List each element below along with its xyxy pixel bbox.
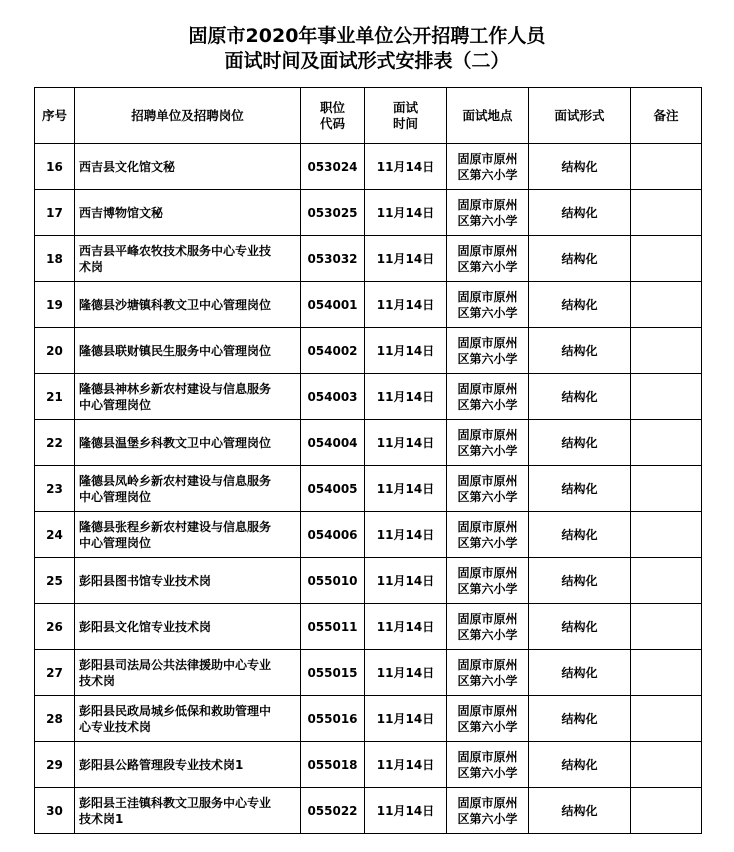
cell-time: 11月14日 <box>365 788 447 834</box>
cell-format: 结构化 <box>529 788 631 834</box>
cell-time: 11月14日 <box>365 650 447 696</box>
cell-format: 结构化 <box>529 374 631 420</box>
cell-time: 11月14日 <box>365 420 447 466</box>
cell-note <box>631 466 702 512</box>
cell-no: 19 <box>35 282 75 328</box>
cell-time: 11月14日 <box>365 328 447 374</box>
cell-code: 055022 <box>301 788 365 834</box>
cell-time: 11月14日 <box>365 144 447 190</box>
cell-code: 053024 <box>301 144 365 190</box>
cell-code: 053032 <box>301 236 365 282</box>
cell-location: 固原市原州 区第六小学 <box>447 788 529 834</box>
cell-time: 11月14日 <box>365 190 447 236</box>
cell-note <box>631 236 702 282</box>
cell-code: 054005 <box>301 466 365 512</box>
cell-format: 结构化 <box>529 420 631 466</box>
cell-time: 11月14日 <box>365 512 447 558</box>
cell-no: 27 <box>35 650 75 696</box>
cell-location: 固原市原州 区第六小学 <box>447 512 529 558</box>
cell-format: 结构化 <box>529 190 631 236</box>
cell-location: 固原市原州 区第六小学 <box>447 190 529 236</box>
table-row <box>35 420 702 466</box>
table-row <box>35 650 702 696</box>
cell-time: 11月14日 <box>365 282 447 328</box>
cell-position: 隆德县张程乡新农村建设与信息服务 中心管理岗位 <box>75 512 301 558</box>
cell-no: 20 <box>35 328 75 374</box>
cell-no: 24 <box>35 512 75 558</box>
cell-time: 11月14日 <box>365 604 447 650</box>
table-row <box>35 558 702 604</box>
cell-time: 11月14日 <box>365 236 447 282</box>
cell-no: 17 <box>35 190 75 236</box>
cell-location: 固原市原州 区第六小学 <box>447 144 529 190</box>
cell-location: 固原市原州 区第六小学 <box>447 282 529 328</box>
header-note: 备注 <box>631 88 702 144</box>
header-code: 职位 代码 <box>301 88 365 144</box>
table-row <box>35 466 702 512</box>
cell-code: 055015 <box>301 650 365 696</box>
cell-no: 26 <box>35 604 75 650</box>
table-row <box>35 742 702 788</box>
cell-location: 固原市原州 区第六小学 <box>447 742 529 788</box>
cell-location: 固原市原州 区第六小学 <box>447 328 529 374</box>
table-body <box>35 144 702 834</box>
table-row <box>35 696 702 742</box>
cell-format: 结构化 <box>529 236 631 282</box>
cell-code: 055018 <box>301 742 365 788</box>
cell-code: 055011 <box>301 604 365 650</box>
cell-no: 16 <box>35 144 75 190</box>
cell-position: 隆德县温堡乡科教文卫中心管理岗位 <box>75 420 301 466</box>
cell-code: 054006 <box>301 512 365 558</box>
header-time: 面试 时间 <box>365 88 447 144</box>
table-row <box>35 282 702 328</box>
header-location: 面试地点 <box>447 88 529 144</box>
cell-position: 西吉博物馆文秘 <box>75 190 301 236</box>
table-row <box>35 328 702 374</box>
header-position: 招聘单位及招聘岗位 <box>75 88 301 144</box>
cell-position: 隆德县沙塘镇科教文卫中心管理岗位 <box>75 282 301 328</box>
cell-format: 结构化 <box>529 696 631 742</box>
cell-code: 054001 <box>301 282 365 328</box>
table-row <box>35 512 702 558</box>
table-row <box>35 604 702 650</box>
cell-note <box>631 420 702 466</box>
cell-position: 西吉县平峰农牧技术服务中心专业技 术岗 <box>75 236 301 282</box>
table-row <box>35 236 702 282</box>
cell-location: 固原市原州 区第六小学 <box>447 374 529 420</box>
cell-location: 固原市原州 区第六小学 <box>447 466 529 512</box>
cell-note <box>631 788 702 834</box>
document-title-line1: 固原市2020年事业单位公开招聘工作人员 <box>188 25 546 47</box>
cell-note <box>631 696 702 742</box>
cell-no: 29 <box>35 742 75 788</box>
cell-note <box>631 328 702 374</box>
cell-position: 彭阳县公路管理段专业技术岗1 <box>75 742 301 788</box>
schedule-table <box>34 87 702 834</box>
cell-note <box>631 282 702 328</box>
cell-location: 固原市原州 区第六小学 <box>447 558 529 604</box>
cell-format: 结构化 <box>529 512 631 558</box>
cell-no: 18 <box>35 236 75 282</box>
table-row <box>35 788 702 834</box>
cell-format: 结构化 <box>529 558 631 604</box>
cell-note <box>631 190 702 236</box>
cell-note <box>631 650 702 696</box>
cell-time: 11月14日 <box>365 742 447 788</box>
cell-no: 28 <box>35 696 75 742</box>
cell-time: 11月14日 <box>365 558 447 604</box>
cell-note <box>631 512 702 558</box>
cell-format: 结构化 <box>529 282 631 328</box>
cell-location: 固原市原州 区第六小学 <box>447 604 529 650</box>
cell-position: 隆德县凤岭乡新农村建设与信息服务 中心管理岗位 <box>75 466 301 512</box>
cell-code: 054004 <box>301 420 365 466</box>
cell-position: 彭阳县民政局城乡低保和救助管理中 心专业技术岗 <box>75 696 301 742</box>
cell-time: 11月14日 <box>365 374 447 420</box>
cell-code: 054003 <box>301 374 365 420</box>
table-header-row <box>35 88 702 144</box>
cell-location: 固原市原州 区第六小学 <box>447 420 529 466</box>
cell-code: 055010 <box>301 558 365 604</box>
cell-position: 彭阳县司法局公共法律援助中心专业 技术岗 <box>75 650 301 696</box>
cell-format: 结构化 <box>529 466 631 512</box>
cell-position: 隆德县联财镇民生服务中心管理岗位 <box>75 328 301 374</box>
cell-no: 23 <box>35 466 75 512</box>
cell-code: 054002 <box>301 328 365 374</box>
cell-time: 11月14日 <box>365 696 447 742</box>
cell-code: 055016 <box>301 696 365 742</box>
cell-position: 彭阳县王洼镇科教文卫服务中心专业 技术岗1 <box>75 788 301 834</box>
document-title-line2: 面试时间及面试形式安排表（二） <box>224 50 510 72</box>
cell-format: 结构化 <box>529 604 631 650</box>
cell-no: 30 <box>35 788 75 834</box>
cell-note <box>631 374 702 420</box>
table-row <box>35 144 702 190</box>
cell-note <box>631 558 702 604</box>
cell-position: 隆德县神林乡新农村建设与信息服务 中心管理岗位 <box>75 374 301 420</box>
cell-position: 彭阳县文化馆专业技术岗 <box>75 604 301 650</box>
cell-no: 22 <box>35 420 75 466</box>
cell-position: 彭阳县图书馆专业技术岗 <box>75 558 301 604</box>
header-format: 面试形式 <box>529 88 631 144</box>
cell-format: 结构化 <box>529 742 631 788</box>
cell-format: 结构化 <box>529 144 631 190</box>
cell-time: 11月14日 <box>365 466 447 512</box>
cell-note <box>631 604 702 650</box>
cell-location: 固原市原州 区第六小学 <box>447 696 529 742</box>
cell-note <box>631 742 702 788</box>
cell-no: 25 <box>35 558 75 604</box>
cell-no: 21 <box>35 374 75 420</box>
cell-format: 结构化 <box>529 650 631 696</box>
cell-position: 西吉县文化馆文秘 <box>75 144 301 190</box>
cell-location: 固原市原州 区第六小学 <box>447 236 529 282</box>
cell-note <box>631 144 702 190</box>
cell-location: 固原市原州 区第六小学 <box>447 650 529 696</box>
cell-code: 053025 <box>301 190 365 236</box>
table-row <box>35 374 702 420</box>
header-no: 序号 <box>35 88 75 144</box>
table-row <box>35 190 702 236</box>
cell-format: 结构化 <box>529 328 631 374</box>
